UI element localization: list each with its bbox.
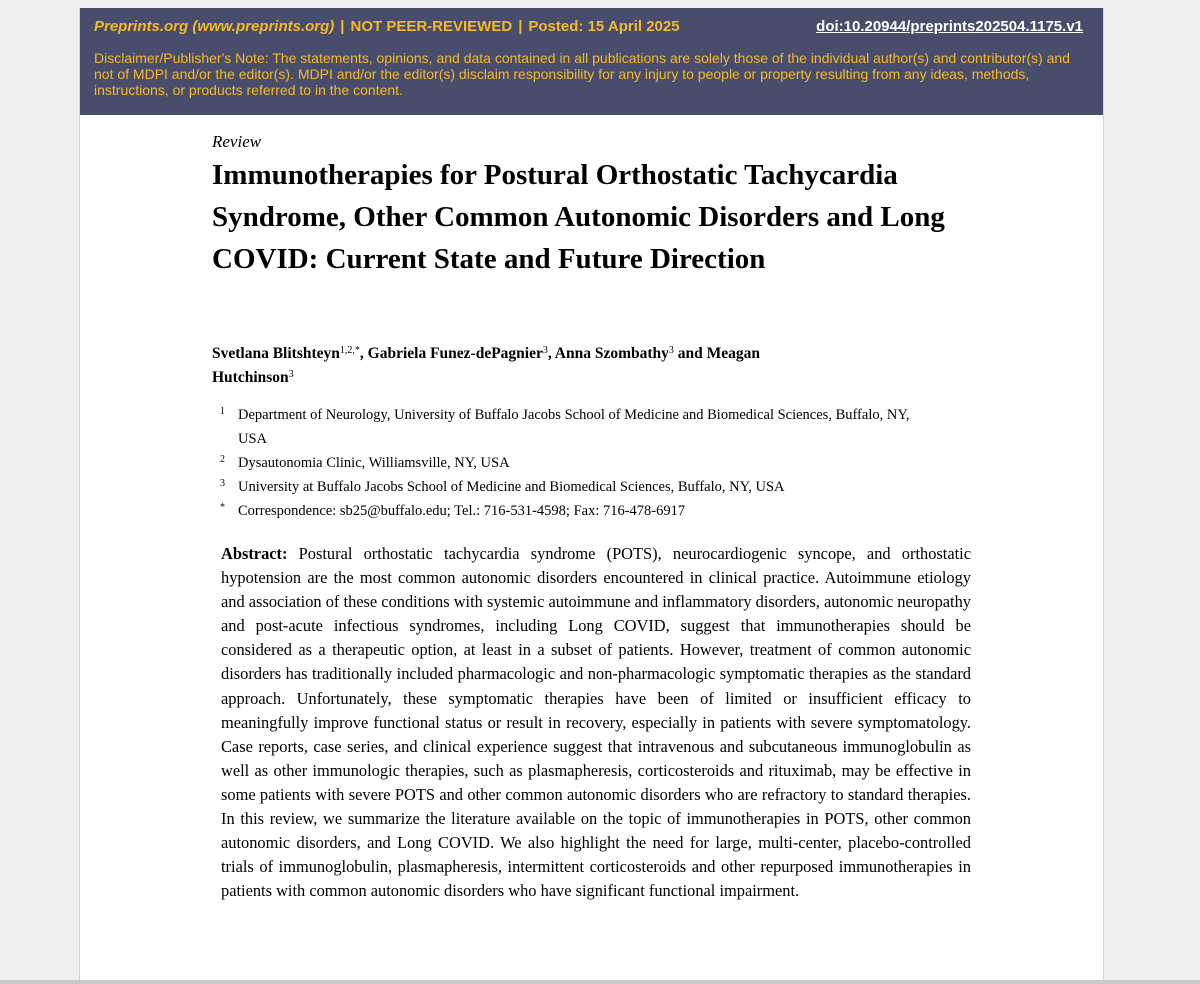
abstract — [221, 542, 971, 903]
author-name: Svetlana Blitshteyn — [212, 345, 340, 362]
author-name: Meagan Hutchinson — [212, 345, 761, 386]
document-page — [79, 8, 1104, 984]
review-status: NOT PEER-REVIEWED — [350, 18, 513, 35]
correspondence-item — [220, 499, 940, 523]
disclaimer-note: Disclaimer/Publisher's Note: The statements, opinions, and data contained in all publications are solely those of the individual author(s) and contributor(s) and not of MDPI and/or the editor(s). MDPI and/or the editor(s) disclaim responsibility for any injury to people or property resulting from any ideas, methods, instructions, or products referred to in the content. — [94, 50, 1070, 98]
article-title: Immunotherapies for Postural Orthostatic Tachycardia Syndrome, Other Common Autonomic Disorders and Long COVID: Current State and Future Direction — [212, 159, 945, 275]
affiliation-list — [220, 403, 940, 523]
page-bottom-edge — [0, 980, 1200, 984]
affiliation-text: Dysautonomia Clinic, Williamsville, NY, USA — [238, 455, 510, 471]
correspondence-marker: * — [220, 502, 225, 513]
affiliation-item — [220, 451, 940, 475]
author-name: Anna Szombathy — [554, 345, 669, 362]
article-type: Review — [212, 132, 262, 151]
abstract-text: Postural orthostatic tachycardia syndrome (POTS), neurocardiogenic syncope, and orthostatic hypotension are the most common autonomic disorders encountered in clinical practice. Autoimmune etiology and association of these conditions with systemic autoimmune and inflammatory disorders, autonomic neuropathy and post-acute infectious syndromes, including Long COVID, suggest that immunotherapies should be considered as a therapeutic option, at least in a subset of patients. However, treatment of common autonomic disorders has traditionally included pharmacologic and non-pharmacologic symptomatic therapies as the standard approach. Unfortunately, these symptomatic therapies have been of limited or insufficient efficacy to meaningfully improve functional status or result in recovery, especially in patients with severe symptomatology. Case reports, case series, and clinical experience suggest that intravenous and subcutaneous immunoglobulin as well as other immunologic therapies, such as plasmapheresis, corticosteroids and rituximab, may be effective in some patients with severe POTS and other common autonomic disorders who are refractory to standard therapies. In this review, we summarize the literature available on the topic of immunotherapies in POTS, other common autonomic disorders, and Long COVID. We also highlight the need for large, multi-center, placebo-controlled trials of immunoglobulin, plasmapheresis, intermittent corticosteroids and other repurposed immunotherapies in patients with common autonomic disorders who have significant functional impairment. — [221, 544, 971, 901]
affiliation-marker: 2 — [220, 454, 225, 465]
banner-separator: | — [518, 18, 523, 35]
author-separator: and — [673, 345, 707, 362]
affiliation-text: University at Buffalo Jacobs School of Medicine and Biomedical Sciences, Buffalo, NY, USA — [238, 479, 785, 495]
author-affiliation-marker: 3 — [288, 369, 294, 380]
author-affiliation-marker: 3 — [668, 345, 674, 356]
correspondence-text: Correspondence: sb25@buffalo.edu; Tel.: 716-531-4598; Fax: 716-478-6917 — [238, 503, 686, 519]
author-list — [212, 342, 832, 390]
doi-link[interactable]: doi:10.20944/preprints202504.1175.v1 — [816, 18, 1083, 35]
affiliation-item — [220, 475, 940, 499]
preprints-site-link[interactable]: Preprints.org (www.preprints.org) — [94, 18, 335, 35]
banner-header-line — [94, 18, 1083, 38]
banner-separator: | — [340, 18, 345, 35]
author-separator: , — [547, 345, 555, 362]
author-name: Gabriela Funez-dePagnier — [367, 345, 543, 362]
preprint-banner — [80, 8, 1103, 115]
abstract-label: Abstract: — [221, 544, 288, 563]
affiliation-item — [220, 403, 940, 451]
affiliation-marker: 1 — [220, 406, 225, 417]
affiliation-text: Department of Neurology, University of Buffalo Jacobs School of Medicine and Biomedical Sciences, Buffalo, NY, USA — [238, 407, 910, 447]
author-separator: , — [359, 345, 368, 362]
author-affiliation-marker: 1,2,* — [339, 345, 360, 356]
author-affiliation-marker: 3 — [542, 345, 548, 356]
posted-date: Posted: 15 April 2025 — [528, 18, 680, 35]
affiliation-marker: 3 — [220, 478, 225, 489]
